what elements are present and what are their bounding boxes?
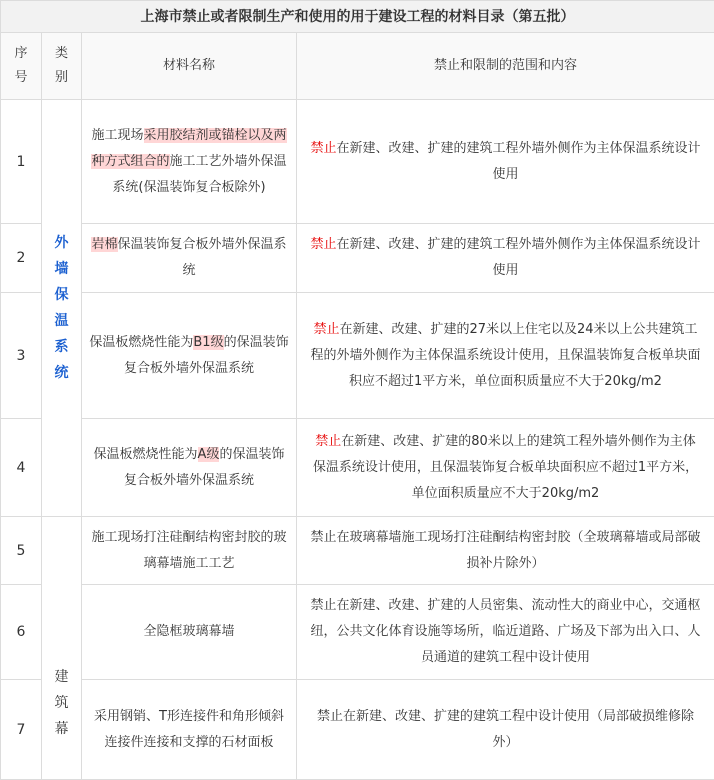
- highlight-text: A级: [198, 447, 220, 462]
- material-name: 保温板燃烧性能为B1级的保温装饰复合板外墙外保温系统: [82, 293, 297, 419]
- prohibit-keyword: 禁止: [315, 434, 341, 449]
- header-number: 序 号: [1, 33, 42, 100]
- scope-content: 禁止在新建、改建、扩建的人员密集、流动性大的商业中心，交通枢纽，公共文化体育设施等场所，临近道路、广场及下部为出入口、人员通道的建筑工程中设计使用: [297, 585, 714, 680]
- scope-content: 禁止在新建、改建、扩建的建筑工程中设计使用（局部破损维修除外）: [297, 680, 714, 780]
- header-scope: 禁止和限制的范围和内容: [297, 33, 714, 100]
- category-external-wall-insulation: 外 墙 保 温 系 统: [42, 100, 82, 517]
- row-number: 2: [1, 224, 42, 293]
- title-row: [1, 1, 714, 33]
- scope-content: 禁止在新建、改建、扩建的建筑工程外墙外侧作为主体保温系统设计使用: [297, 224, 714, 293]
- row-number: 4: [1, 419, 42, 517]
- prohibit-keyword: 禁止: [310, 141, 336, 156]
- header-row: [1, 33, 714, 100]
- table-row: [1, 585, 714, 680]
- table-row: [1, 419, 714, 517]
- material-name: 采用钢销、T形连接件和角形倾斜连接件连接和支撑的石材面板: [82, 680, 297, 780]
- category-building-curtain-wall: 建 筑 幕: [42, 517, 82, 780]
- header-category: 类 别: [42, 33, 82, 100]
- prohibit-keyword: 禁止: [313, 322, 339, 337]
- table-row: [1, 680, 714, 780]
- scope-content: 禁止在新建、改建、扩建的建筑工程外墙外侧作为主体保温系统设计使用: [297, 100, 714, 224]
- table-row: [1, 100, 714, 224]
- row-number: 1: [1, 100, 42, 224]
- scope-content: 禁止在新建、改建、扩建的27米以上住宅以及24米以上公共建筑工程的外墙外侧作为主体保温系统设计使用，且保温装饰复合板单块面积应不超过1平方米，单位面积质量应不大于20kg/m2: [297, 293, 714, 419]
- material-name: 施工现场采用胶结剂或锚栓以及两种方式组合的施工工艺外墙外保温系统(保温装饰复合板除外): [82, 100, 297, 224]
- table-title: 上海市禁止或者限制生产和使用的用于建设工程的材料目录（第五批）: [1, 1, 714, 33]
- highlight-text: B1级: [193, 335, 223, 350]
- material-name: 全隐框玻璃幕墙: [82, 585, 297, 680]
- material-name: 施工现场打注硅酮结构密封胶的玻璃幕墙施工工艺: [82, 517, 297, 585]
- scope-content: 禁止在玻璃幕墙施工现场打注硅酮结构密封胶（全玻璃幕墙或局部破损补片除外）: [297, 517, 714, 585]
- highlight-text: 岩棉: [91, 237, 117, 252]
- highlight-text: 采用胶结剂或锚栓以及两种方式组合的: [91, 128, 286, 169]
- table-row: [1, 517, 714, 585]
- scope-content: 禁止在新建、改建、扩建的80米以上的建筑工程外墙外侧作为主体保温系统设计使用，且保温装饰复合板单块面积应不超过1平方米，单位面积质量应不大于20kg/m2: [297, 419, 714, 517]
- table-row: [1, 224, 714, 293]
- row-number: 5: [1, 517, 42, 585]
- row-number: 3: [1, 293, 42, 419]
- prohibit-keyword: 禁止: [310, 237, 336, 252]
- material-name: 保温板燃烧性能为A级的保温装饰复合板外墙外保温系统: [82, 419, 297, 517]
- table-row: [1, 293, 714, 419]
- row-number: 7: [1, 680, 42, 780]
- row-number: 6: [1, 585, 42, 680]
- material-name: 岩棉保温装饰复合板外墙外保温系统: [82, 224, 297, 293]
- header-material-name: 材料名称: [82, 33, 297, 100]
